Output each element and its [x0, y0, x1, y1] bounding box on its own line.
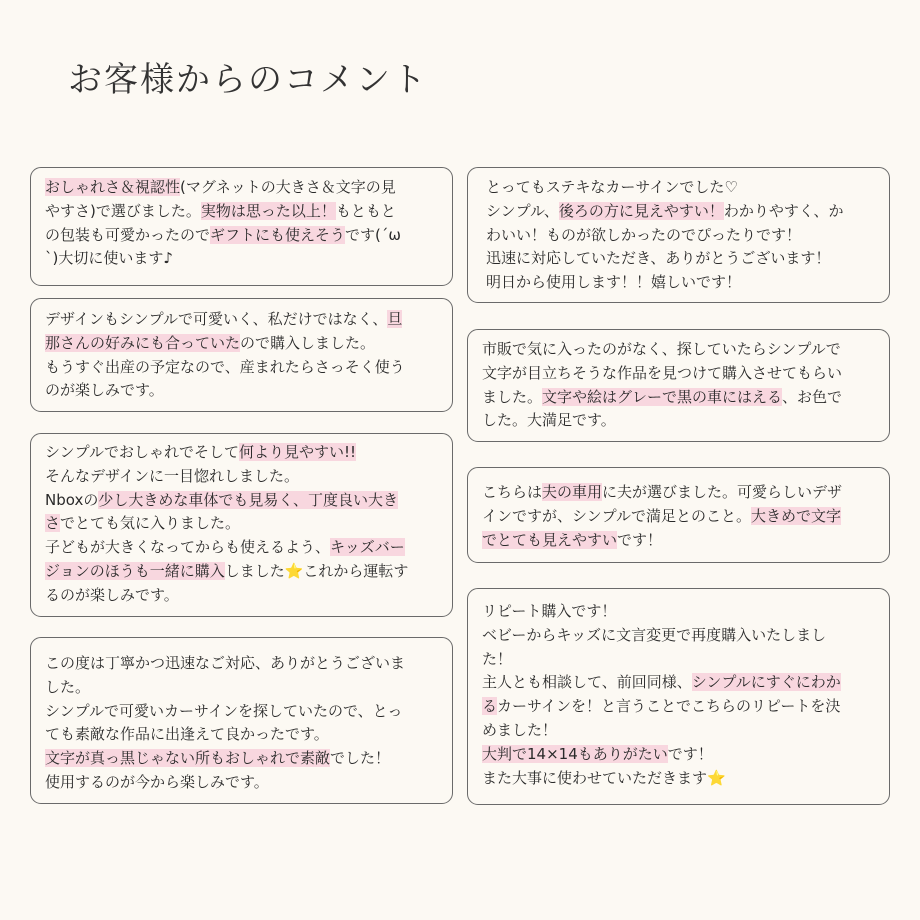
comment-text: Nboxの: [45, 490, 99, 509]
comment-line: [45, 379, 440, 403]
comment-line: [45, 176, 440, 200]
comment-text: やすさ)で選びました。: [45, 201, 201, 220]
comment-text: もうすぐ出産の予定なので、産まれたらさっそく使う: [45, 357, 405, 376]
highlighted-text: でとても見えやすい: [482, 530, 618, 549]
comment-line: [482, 600, 877, 624]
comment-text: です(´ω: [345, 225, 401, 244]
comment-text: この度は丁寧かつ迅速なご対応、ありがとうございま: [45, 654, 406, 672]
comment-line: [45, 584, 440, 608]
comment-line: [45, 771, 440, 795]
comment-text: 市販で気に入ったのがなく、探していたらシンプルで: [482, 340, 841, 358]
comment-line: [45, 700, 440, 724]
comment-card-6: [467, 329, 890, 442]
comment-text: シンプルでおしゃれでそして: [45, 443, 240, 461]
comment-text: そんなデザインに一目惚れしました。: [45, 466, 299, 485]
comment-text: です！: [667, 744, 713, 763]
comment-line: [482, 767, 877, 791]
comment-text: ベビーからキッズに文言変更で再度購入いたしまし: [482, 625, 827, 644]
comment-text: シンプル、: [486, 201, 559, 220]
comment-line: [486, 200, 877, 224]
comment-line: [45, 652, 440, 676]
comment-text: た！: [482, 649, 513, 668]
highlighted-text: る: [482, 697, 498, 716]
page-title: お客様からのコメント: [68, 60, 428, 100]
comment-text: `)大切に使います♪: [45, 249, 173, 268]
highlighted-text: 後ろの方に見えやすい！: [558, 201, 724, 220]
comment-line: [482, 481, 877, 505]
comment-text: カーサインを！と言うことでこちらのリピートを決: [497, 697, 841, 716]
comment-text: した。: [45, 677, 91, 696]
comment-text: また大事に使わせていただきます⭐️: [482, 768, 726, 787]
comment-text: ても素敵な作品に出逢えて良かったです。: [45, 725, 329, 744]
highlighted-text: 文字が真っ黒じゃない所もおしゃれで素敵: [45, 749, 331, 768]
comment-line: [45, 200, 440, 224]
comment-line: [482, 409, 877, 433]
comment-text: の包装も可愛かったので: [45, 225, 211, 244]
comment-text: 子どもが大きくなってからも使えるよう、: [45, 538, 331, 557]
comment-text: ました。: [482, 387, 543, 406]
comment-text: こちらは: [482, 483, 543, 501]
highlighted-text: ジョンのほうも一緒に購入: [45, 561, 225, 580]
highlighted-text: 少し大きめな車体でも見易く、丁度良い大き: [98, 490, 399, 509]
comment-line: [45, 332, 440, 356]
comment-card-3: [30, 433, 453, 617]
comment-line: [45, 308, 440, 332]
comment-line: [486, 247, 877, 271]
comment-text: です！: [617, 530, 663, 549]
comment-line: [482, 719, 877, 743]
comment-line: [45, 723, 440, 747]
comment-text: しました⭐️これから運転す: [224, 561, 409, 580]
comment-line: [482, 743, 877, 767]
comment-line: [482, 671, 877, 695]
comment-line: [482, 386, 877, 410]
comment-line: [482, 505, 877, 529]
comment-text: 主人とも相談して、前回同様、: [482, 673, 692, 692]
highlighted-text: 大判: [482, 744, 513, 763]
comment-line: [45, 441, 440, 465]
comment-line: [486, 271, 877, 295]
comment-line: [482, 338, 877, 362]
comment-text: わかりやすく、か: [723, 201, 844, 220]
comment-text: した。大満足です。: [482, 411, 616, 430]
comment-text: に夫が選びました。可愛らしいデザ: [602, 483, 843, 501]
comment-text: るのが楽しみです。: [45, 585, 179, 604]
highlighted-text: 文字や絵はグレーで黒の車にはえる: [542, 387, 783, 406]
comment-line: [45, 489, 440, 513]
comment-line: [486, 176, 877, 200]
comment-line: [482, 362, 877, 386]
highlighted-text: 実物は思った以上！: [200, 201, 336, 220]
comment-text: 迅速に対応していただき、ありがとうございます！: [486, 249, 831, 268]
comment-text: 明日から使用します！！嬉しいです！: [486, 273, 742, 292]
comment-line: [45, 676, 440, 700]
comment-text: インですが、シンプルで満足とのこと。: [482, 506, 752, 525]
comment-line: [45, 465, 440, 489]
comment-text: デザインもシンプルで可愛いく、私だけではなく、: [45, 310, 388, 328]
comment-line: [45, 247, 440, 271]
comment-text: でした！: [330, 749, 391, 768]
comment-text: シンプルで可愛いカーサインを探していたので、とっ: [45, 701, 403, 720]
highlighted-text: おしゃれさ＆視認性: [45, 178, 181, 196]
comment-text: でとても気に入りました。: [60, 514, 241, 533]
comment-line: [45, 356, 440, 380]
comment-card-5: [467, 167, 890, 303]
comment-line: [45, 560, 440, 584]
comment-text: のが楽しみです。: [45, 381, 164, 400]
comment-line: [482, 529, 877, 553]
comment-card-4: [30, 637, 453, 804]
comment-line: [45, 512, 440, 536]
comment-line: [482, 624, 877, 648]
comment-text: めました！: [482, 720, 558, 739]
comment-text: もともと: [335, 201, 396, 220]
comment-card-2: [30, 298, 453, 412]
comment-text: リピート購入です！: [482, 602, 617, 620]
highlighted-text: 旦: [387, 310, 403, 328]
comment-line: [486, 224, 877, 248]
comment-card-8: [467, 588, 890, 805]
comment-line: [482, 648, 877, 672]
comment-text: 使用するのが今から楽しみです。: [45, 772, 269, 791]
comment-line: [45, 536, 440, 560]
highlighted-text: キッズバー: [330, 538, 405, 557]
comment-text: 文字が目立ちそうな作品を見つけて購入させてもらい: [482, 363, 843, 382]
comment-line: [45, 224, 440, 248]
highlighted-text: 夫の車用: [542, 483, 603, 501]
comment-card-1: [30, 167, 453, 286]
comment-text: ので購入しました。: [240, 333, 376, 352]
highlighted-text: 何より見やすい!!: [239, 443, 357, 461]
comment-text: 、お色で: [782, 387, 843, 406]
highlighted-text: シンプルにすぐにわか: [691, 673, 841, 692]
comment-card-7: [467, 467, 890, 563]
highlighted-text: さ: [45, 514, 61, 533]
highlighted-text: で14×14もありがたい: [512, 744, 668, 763]
highlighted-text: 那さんの好みにも合っていた: [45, 333, 241, 352]
comment-text: わいい！ものが欲しかったのでぴったりです！: [486, 225, 802, 244]
comment-text: とってもステキなカーサインでした♡: [486, 178, 738, 196]
comment-line: [45, 747, 440, 771]
highlighted-text: ギフトにも使えそう: [210, 225, 346, 244]
highlighted-text: 大きめで文字: [751, 506, 842, 525]
comment-text: (マグネットの大きさ＆文字の見: [180, 178, 396, 196]
comment-line: [482, 695, 877, 719]
